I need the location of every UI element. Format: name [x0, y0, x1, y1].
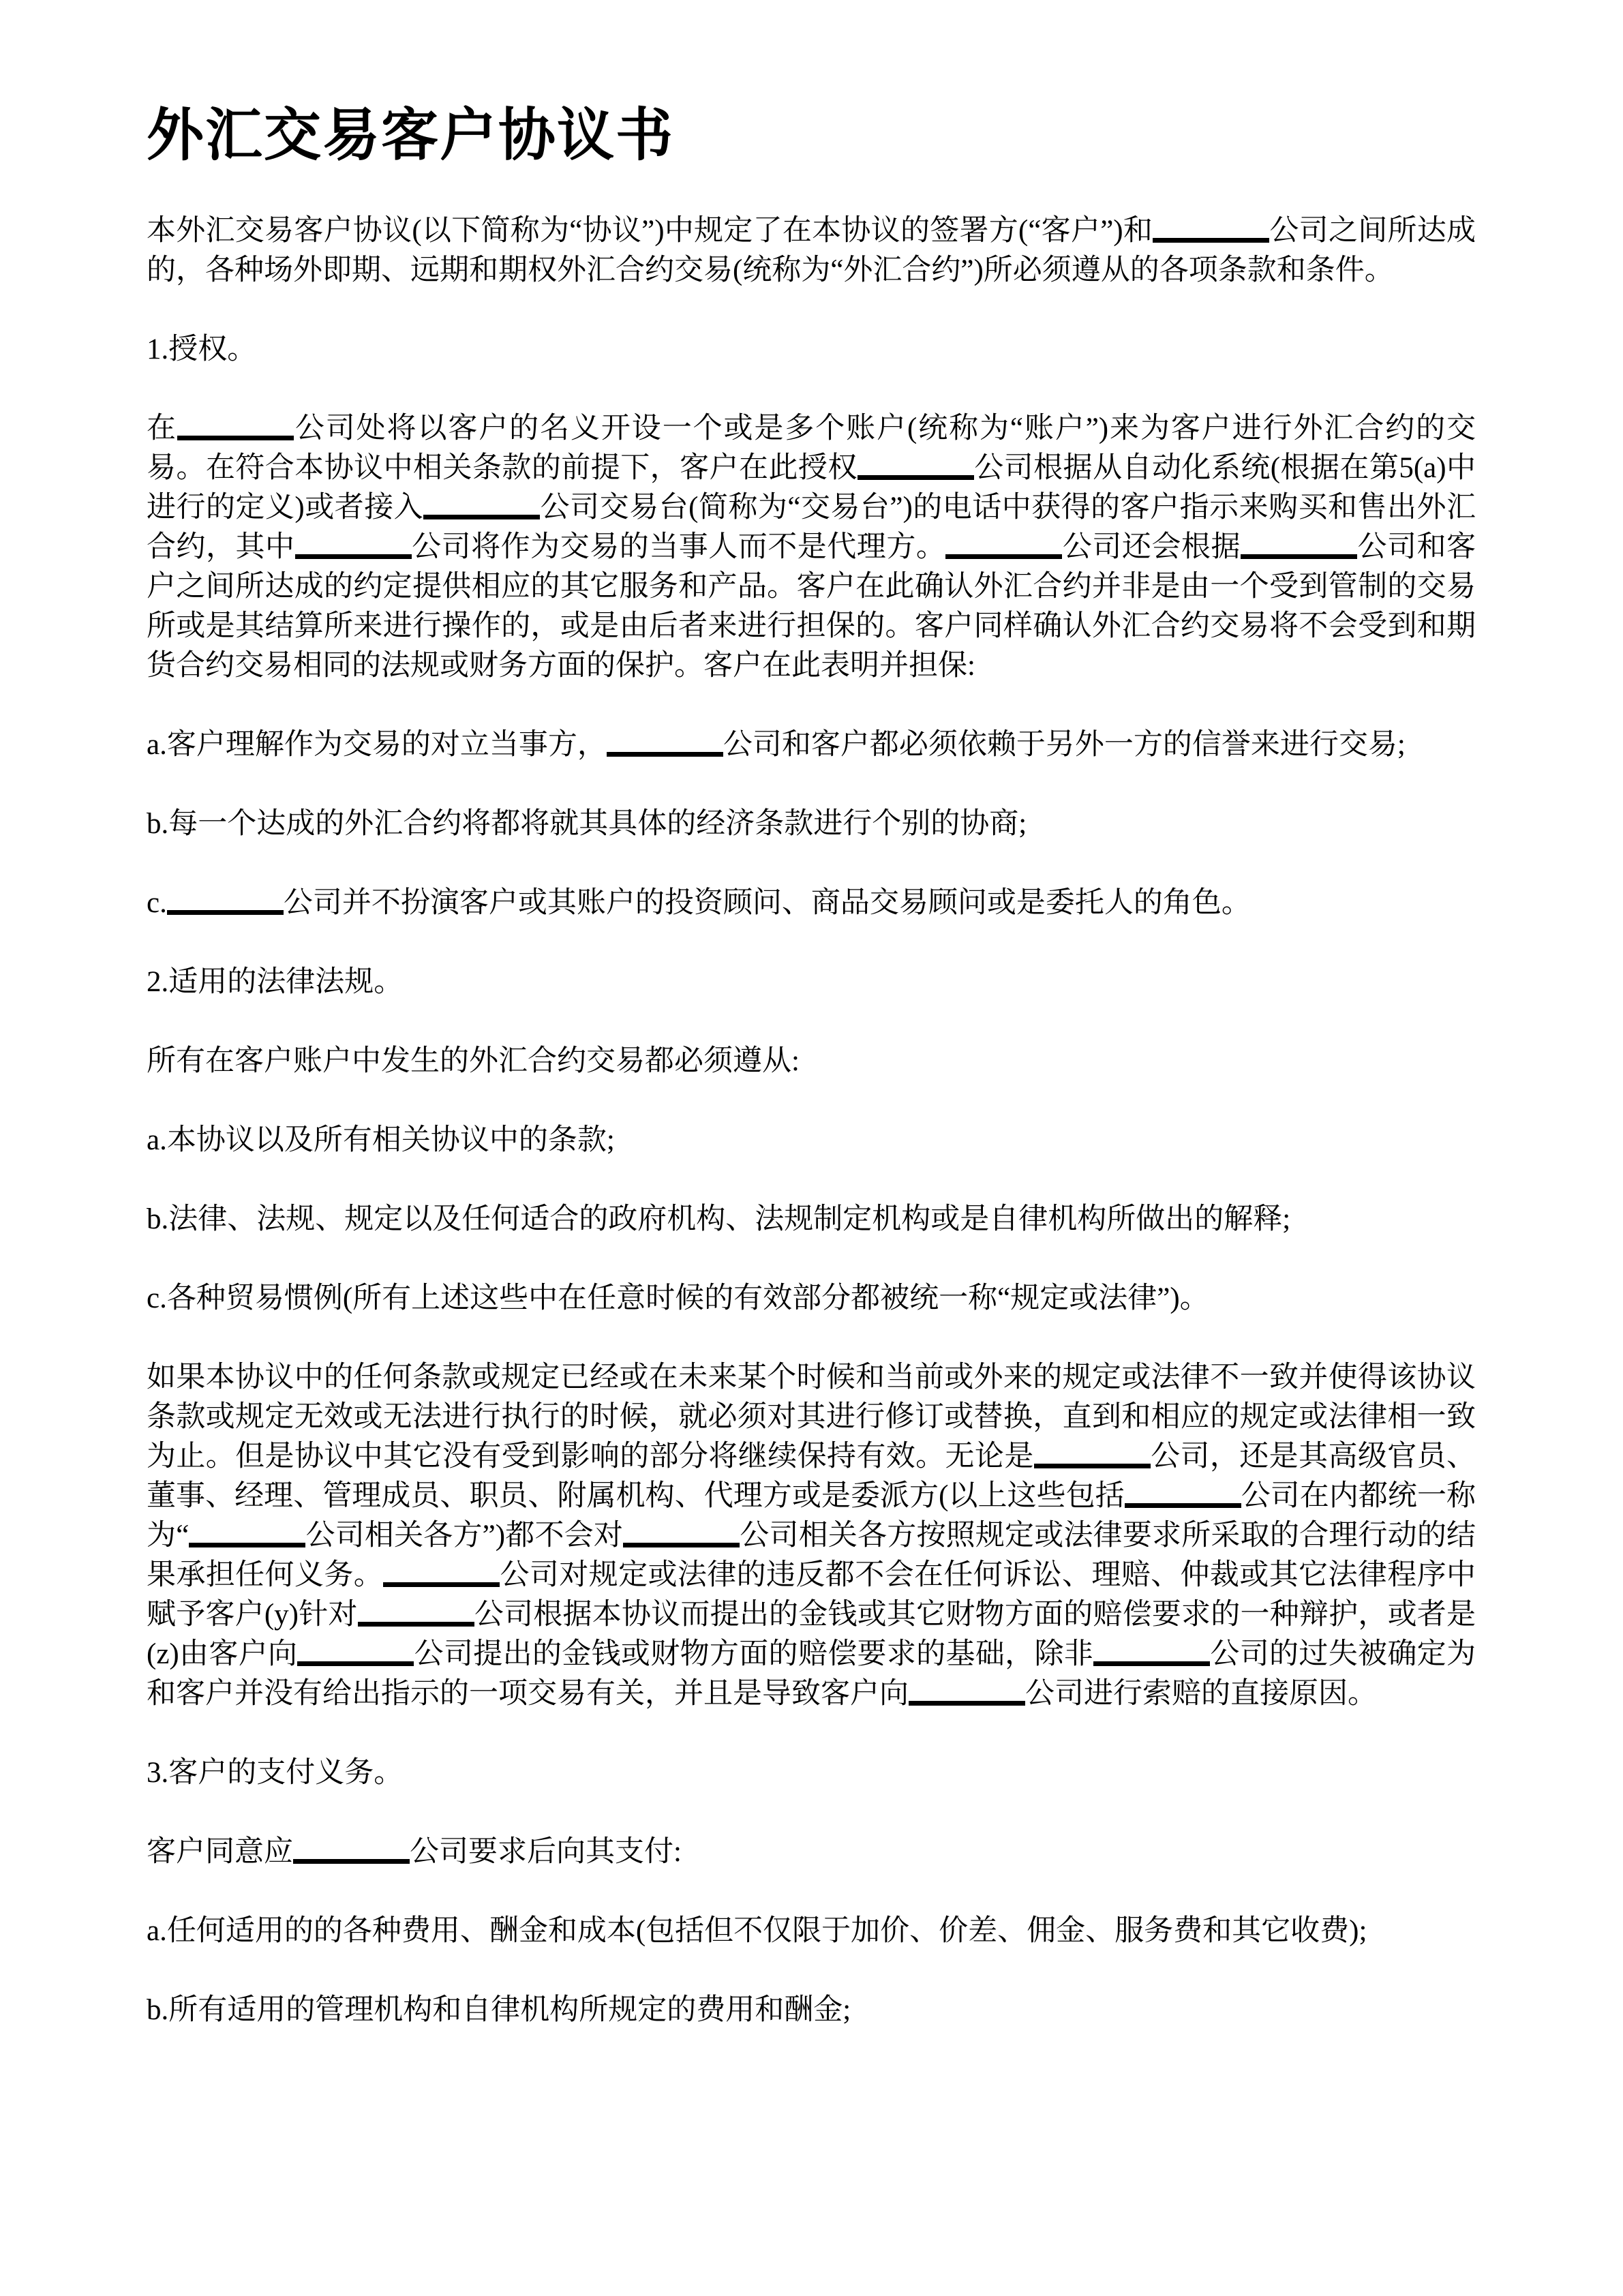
paragraph: a.任何适用的的各种费用、酬金和成本(包括但不仅限于加价、价差、佣金、服务费和其它收费); — [147, 1915, 1367, 1947]
blank-underline — [177, 436, 294, 440]
paragraph: 3.客户的支付义务。 — [147, 1757, 404, 1789]
paragraph: a.客户理解作为交易的对立当事方， 公司和客户都必须依赖于另外一方的信誉来进行交易; — [147, 729, 1406, 761]
blank-underline — [189, 1543, 305, 1547]
paragraph: 客户同意应 公司要求后向其支付: — [147, 1836, 682, 1868]
blank-underline — [607, 752, 723, 757]
paragraph: 2.适用的法律法规。 — [147, 966, 404, 998]
blank-underline — [1125, 1503, 1241, 1508]
document-title: 外汇交易客户协议书 — [147, 104, 675, 168]
blank-underline — [423, 515, 540, 519]
blank-underline — [1093, 1661, 1210, 1666]
paragraph: 1.授权。 — [147, 333, 257, 365]
blank-underline — [295, 554, 412, 559]
paragraph: 所有在客户账户中发生的外汇合约交易都必须遵从: — [147, 1045, 800, 1077]
blank-underline — [297, 1661, 414, 1666]
blank-underline — [945, 554, 1062, 559]
paragraph: 本外汇交易客户协议(以下简称为“协议”)中规定了在本协议的签署方(“客户”)和 公司之间所达成的，各种场外即期、远期和期权外汇合约交易(统称为“外汇合约”)所必须遵从的各项条款和条件。 — [147, 215, 1476, 286]
blank-underline — [858, 475, 974, 480]
blank-underline — [358, 1622, 474, 1627]
paragraph: b.每一个达成的外汇合约将都将就其具体的经济条款进行个别的协商; — [147, 808, 1027, 840]
paragraph: 在 公司处将以客户的名义开设一个或是多个账户(统称为“账户”)来为客户进行外汇合约的交易。在符合本协议中相关条款的前提下，客户在此授权 公司根据从自动化系统(根据在第5(a)中进行的定义)或者接入 公司交易台(简称为“交易台”)的电话中获得的客户指示来购买和售出外汇合约，其中 公司将作为交易的当事人而不是代理方。 公司还会根据 公司和客户之间所达成的约定提供相应的其它服务和产品。客户在此确认外汇合约并非是由一个受到管制的交易所或是其结算所来进行操作的，或是由后者来进行担保的。客户同样确认外汇合约交易将不会受到和期货合约交易相同的法规或财务方面的保护。客户在此表明并担保: — [147, 412, 1476, 682]
paragraph: c. 公司并不扮演客户或其账户的投资顾问、商品交易顾问或是委托人的角色。 — [147, 887, 1251, 919]
blank-underline — [167, 910, 284, 915]
blank-underline — [1153, 238, 1269, 243]
blank-underline — [1034, 1464, 1151, 1468]
blank-underline — [293, 1859, 410, 1864]
document-body — [147, 211, 1476, 2030]
paragraph: b.所有适用的管理机构和自律机构所规定的费用和酬金; — [147, 1994, 851, 2026]
paragraph: c.各种贸易惯例(所有上述这些中在任意时候的有效部分都被统一称“规定或法律”)。 — [147, 1282, 1209, 1314]
blank-underline — [383, 1582, 500, 1587]
paragraph: 如果本协议中的任何条款或规定已经或在未来某个时候和当前或外来的规定或法律不一致并使得该协议条款或规定无效或无法进行执行的时候，就必须对其进行修订或替换，直到和相应的规定或法律相一致为止。但是协议中其它没有受到影响的部分将继续保持有效。无论是 公司，还是其高级官员、董事、经理、管理成员、职员、附属机构、代理方或是委派方(以上这些包括 公司在内都统一称为“ 公司相关各方”)都不会对 公司相关各方按照规定或法律要求所采取的合理行动的结果承担任何义务。 公司对规定或法律的违反都不会在任何诉讼、理赔、仲裁或其它法律程序中赋予客户(y)针对 公司根据本协议而提出的金钱或其它财物方面的赔偿要求的一种辩护，或者是(z)由客户向 公司提出的金钱或财物方面的赔偿要求的基础，除非 公司的过失被确定为和客户并没有给出指示的一项交易有关，并且是导致客户向 公司进行索赔的直接原因。 — [147, 1361, 1476, 1710]
blank-underline — [909, 1701, 1025, 1706]
paragraph: a.本协议以及所有相关协议中的条款; — [147, 1124, 615, 1156]
blank-underline — [623, 1543, 740, 1547]
blank-underline — [1241, 554, 1357, 559]
paragraph: b.法律、法规、规定以及任何适合的政府机构、法规制定机构或是自律机构所做出的解释; — [147, 1203, 1291, 1235]
